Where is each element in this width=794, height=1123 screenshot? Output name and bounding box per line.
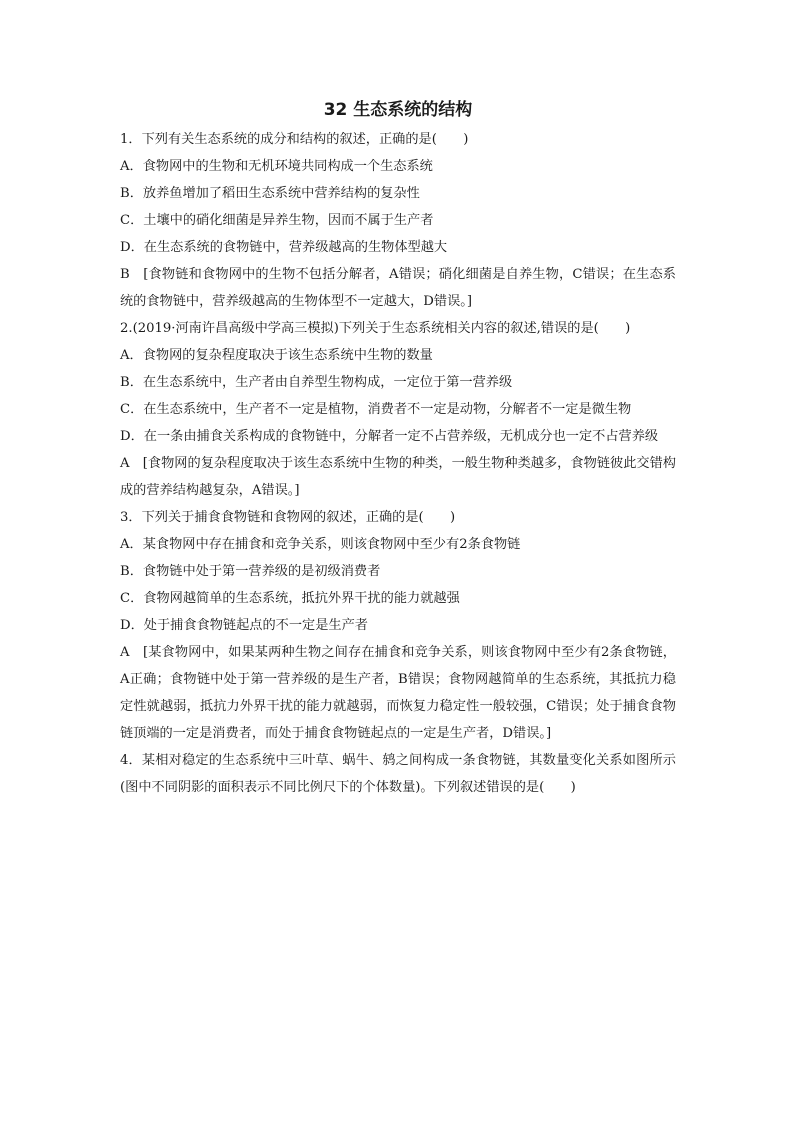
question-1-option-c: C．土壤中的硝化细菌是异养生物，因而不属于生产者: [120, 213, 434, 228]
question-3: [120, 504, 676, 747]
document-page: [120, 96, 676, 801]
question-1-stem: 1．下列有关生态系统的成分和结构的叙述，正确的是( ): [120, 132, 469, 147]
question-3-option-d: D．处于捕食食物链起点的不一定是生产者: [120, 618, 368, 633]
question-4: [120, 747, 676, 801]
page-title: 32 生态系统的结构: [323, 100, 473, 120]
question-1-option-b: B．放养鱼增加了稻田生态系统中营养结构的复杂性: [120, 186, 420, 201]
question-4-stem: 4．某相对稳定的生态系统中三叶草、蜗牛、鸫之间构成一条食物链，其数量变化关系如图所示(图中不同阴影的面积表示不同比例尺下的个体数量)。下列叙述错误的是( ): [120, 753, 676, 795]
question-2: [120, 315, 676, 504]
question-1-answer: B [食物链和食物网中的生物不包括分解者，A错误；硝化细菌是自养生物，C错误；在生态系统的食物链中，营养级越高的生物体型不一定越大，D错误。]: [120, 267, 676, 309]
question-3-answer: A [某食物网中，如果某两种生物之间存在捕食和竞争关系，则该食物网中至少有2条食物链，A正确；食物链中处于第一营养级的是生产者，B错误；食物网越简单的生态系统，其抵抗力稳定性就越弱，抵抗力外界干扰的能力就越弱，而恢复力稳定性一般较强，C错误；处于捕食食物链顶端的一定是消费者，而处于捕食食物链起点的一定是生产者，D错误。]: [120, 645, 676, 741]
question-2-stem: 2.(2019·河南许昌高级中学高三模拟)下列关于生态系统相关内容的叙述,错误的是( ): [120, 321, 631, 336]
question-2-option-d: D．在一条由捕食关系构成的食物链中，分解者一定不占营养级，无机成分也一定不占营养级: [120, 429, 659, 444]
question-3-stem: 3．下列关于捕食食物链和食物网的叙述，正确的是( ): [120, 510, 456, 525]
question-1-option-d: D．在生态系统的食物链中，营养级越高的生物体型越大: [120, 240, 448, 255]
question-2-option-b: B．在生态系统中，生产者由自养型生物构成，一定位于第一营养级: [120, 375, 513, 390]
question-2-answer: A [食物网的复杂程度取决于该生态系统中生物的种类，一般生物种类越多，食物链彼此交错构成的营养结构越复杂，A错误。]: [120, 456, 676, 498]
question-3-option-a: A．某食物网中存在捕食和竞争关系，则该食物网中至少有2条食物链: [120, 537, 521, 552]
question-3-option-b: B．食物链中处于第一营养级的是初级消费者: [120, 564, 381, 579]
question-1-option-a: A．食物网中的生物和无机环境共同构成一个生态系统: [120, 159, 433, 174]
question-2-option-a: A．食物网的复杂程度取决于该生态系统中生物的数量: [120, 348, 433, 363]
question-3-option-c: C．食物网越简单的生态系统，抵抗外界干扰的能力就越强: [120, 591, 460, 606]
question-2-option-c: C．在生态系统中，生产者不一定是植物，消费者不一定是动物，分解者不一定是微生物: [120, 402, 632, 417]
question-1: [120, 126, 676, 315]
